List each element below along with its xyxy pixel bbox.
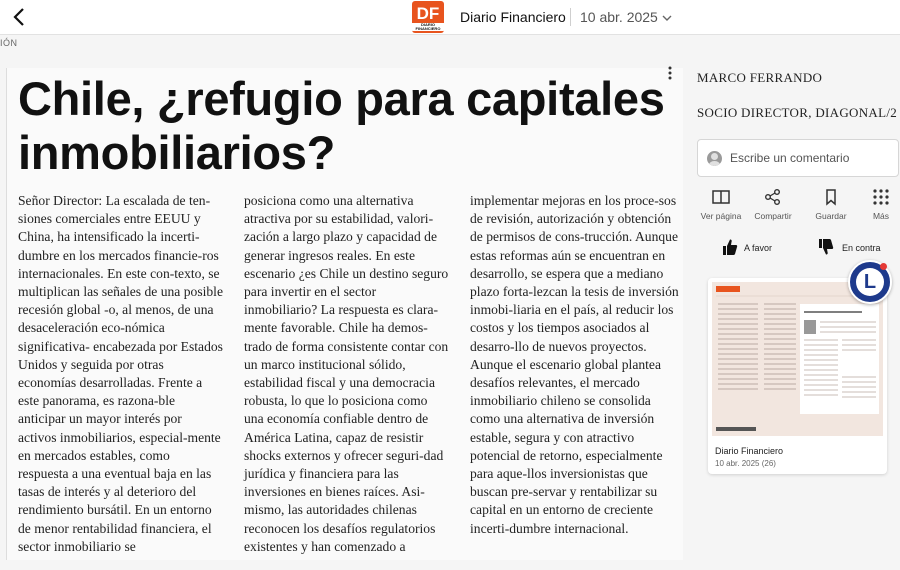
article-headline: Chile, ¿refugio para capitales inmobiliarios? xyxy=(18,72,665,179)
publication-name: Diario Financiero xyxy=(460,9,566,25)
article-column-1: Señor Director: La escalada de ten-siones comerciales entre EEUU y China, ha intensificado la incerti-dumbre en los mercados financie-ros internacionales. En este con-texto, se multiplican las señales de una posible recesión global -o, al menos, de una desaceleración eco-nómica significativa- encabezada por Estados Unidos y seguida por otras economías desarrolladas. Frente a este panorama, es razona-ble anticipar un mayor interés por activos inmobiliarios, especial-mente en mercados estables, como respuesta a una eventual baja en las tasas de interés y al deterioro del rendimiento bursátil. En un entorno de menor rentabilidad financiera, el sector inmobiliario se xyxy=(18,193,223,554)
page-thumbnail-card[interactable] xyxy=(708,278,887,474)
save-button[interactable] xyxy=(807,188,855,221)
comment-placeholder: Escribe un comentario xyxy=(730,151,850,165)
thumbnail-title: Diario Financiero xyxy=(715,446,784,456)
view-page-button[interactable] xyxy=(697,188,745,221)
back-arrow-icon[interactable] xyxy=(8,5,32,29)
thumbnail-meta xyxy=(715,459,776,468)
vote-up-button[interactable] xyxy=(722,238,802,258)
section-tag: IÓN xyxy=(0,38,18,48)
article-column-2: posiciona como una alternativa atractiva por su estabilidad, valori-zación a largo plazo y capacidad de generar ingresos reales. En este escenario ¿es Chile un destino seguro para invertir en el sector inmobiliario? La respuesta es clara-mente favorable. Chile ha demos-trado de forma consistente contar con un marco institucional sólido, estabilidad fiscal y una democracia robusta, lo que lo posiciona como una economía confiable dentro de América Latina, capaz de resistir shocks externos y ofrecer seguri-dad jurídica y financiera para las inversiones en bienes raíces. Asi-mismo, las autoridades chilenas reconocen los desafíos regulatorios existentes y han comenzado a xyxy=(244,193,449,554)
thumbs-up-icon xyxy=(722,238,738,261)
article-column-3: implementar mejoras en los proce-sos de revisión, autorización y obtención de permisos de cons-trucción. Aunque estas reformas aún se encuentran en desarrollo, se espera que a mediano plazo forta-lezcan la tesis de inversión inmobi-liaria en el país, al reducir los costos y los tiempos asociados al desarro-llo de nuevos proyectos. Aunque el escenario global plantea desafíos relevantes, el mercado inmobiliario chileno se consolida como una alternativa de inversión estable, segura y con atractivo potencial de retorno, especialmente para aque-llos inversionistas que buscan pre-servar y rentabilizar su capital en un entorno de creciente incerti-dumbre internacional. xyxy=(470,193,679,536)
vote-up-label: A favor xyxy=(744,243,773,253)
vote-down-button[interactable] xyxy=(818,238,898,258)
edition-date-selector[interactable] xyxy=(580,9,672,25)
author-name: MARCO FERRANDO xyxy=(697,70,823,85)
user-avatar-badge[interactable] xyxy=(848,260,892,304)
view-page-label: Ver página xyxy=(700,211,742,221)
vote-down-label: En contra xyxy=(842,243,881,253)
notification-dot xyxy=(880,263,887,270)
header-divider xyxy=(570,8,571,26)
publication-logo[interactable] xyxy=(412,1,444,33)
book-open-icon xyxy=(697,188,745,208)
top-bar xyxy=(0,0,900,35)
share-label: Compartir xyxy=(754,211,792,221)
thumbnail-count: (26) xyxy=(761,459,776,468)
author-role: SOCIO DIRECTOR, DIAGONAL/2 xyxy=(697,105,898,120)
share-button[interactable] xyxy=(749,188,797,221)
logo-subtext: DIARIO FINANCIERO xyxy=(412,23,444,31)
share-icon xyxy=(749,188,797,208)
thumbnail-date: 10 abr. 2025 xyxy=(715,459,760,468)
thumbs-down-icon xyxy=(818,238,834,261)
edition-date: 10 abr. 2025 xyxy=(580,9,658,25)
logo-text: DF xyxy=(416,4,440,23)
bookmark-icon xyxy=(807,188,855,208)
more-label: Más xyxy=(872,211,890,221)
article-actions xyxy=(697,188,897,224)
more-button[interactable] xyxy=(857,188,900,221)
save-label: Guardar xyxy=(815,211,847,221)
chevron-down-icon xyxy=(662,9,672,25)
comment-input[interactable] xyxy=(697,139,899,177)
avatar-letter: L xyxy=(856,268,884,296)
grid-dots-icon xyxy=(857,188,900,208)
user-avatar-icon xyxy=(707,151,722,166)
page-thumbnail-image xyxy=(712,282,883,436)
